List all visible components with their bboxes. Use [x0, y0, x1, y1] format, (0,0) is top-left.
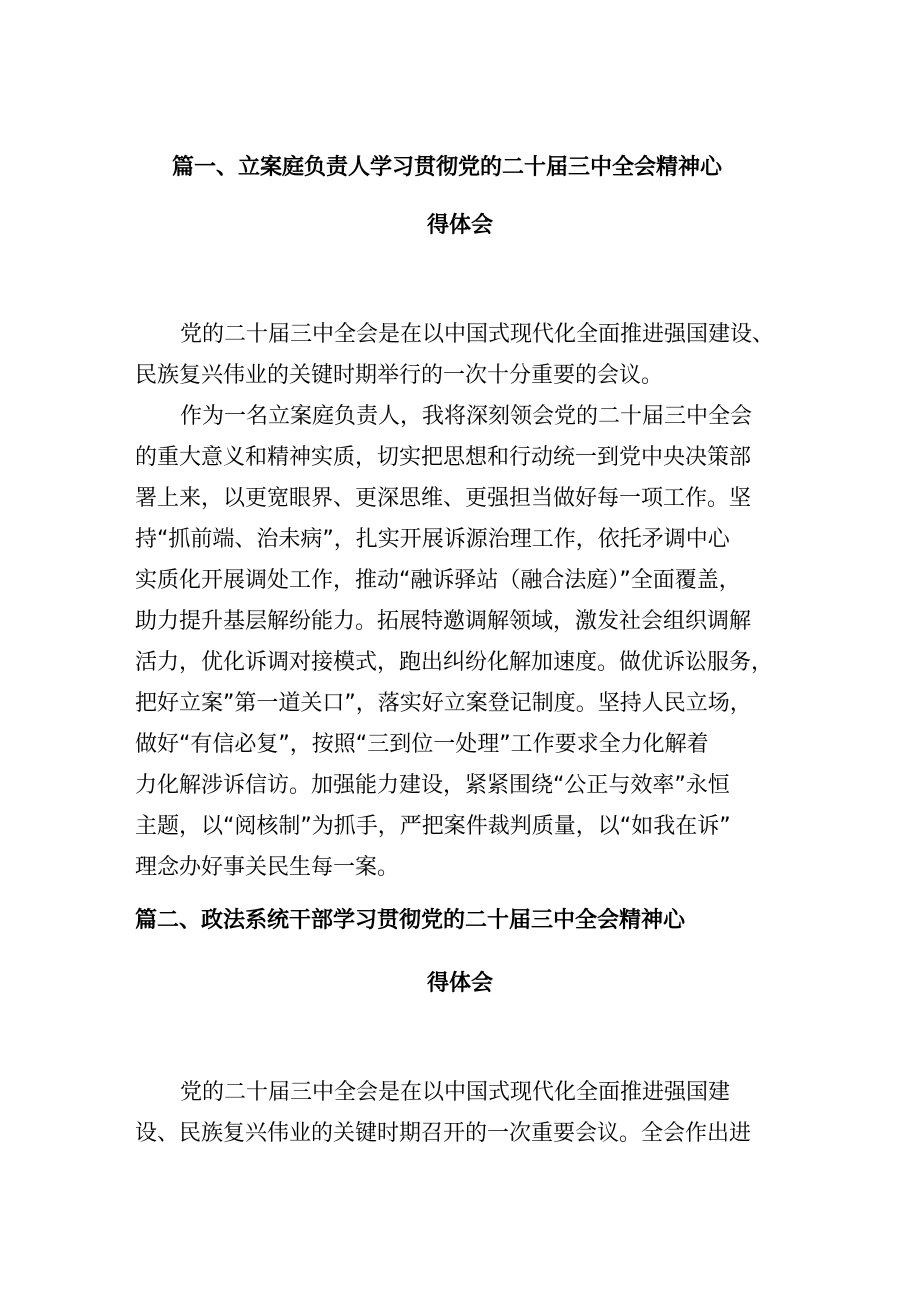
section1-p1-line1: 党的二十届三中全会是在以中国式现代化全面推进强国建设、: [180, 322, 775, 347]
section1-p2-line8: 把好立案”第一道关口”，落实好立案登记制度。坚持人民立场，: [135, 691, 752, 716]
section1-p2-line4: 持“抓前端、治未病”，扎实开展诉源治理工作，依托矛调中心: [135, 527, 730, 552]
section2-p1-line2: 设、民族复兴伟业的关键时期召开的一次重要会议。全会作出进: [135, 1121, 752, 1146]
section1-p2-line9: 做好“有信必复”，按照“三到位一处理”工作要求全力化解着: [135, 732, 709, 757]
section1-p2-line2: 的重大意义和精神实质，切实把思想和行动统一到党中央决策部: [135, 445, 752, 470]
section2-title-line2: 得体会: [427, 971, 494, 996]
section1-p2-line1: 作为一名立案庭负责人，我将深刻领会党的二十届三中全会: [180, 404, 753, 429]
section1-p1-line2: 民族复兴伟业的关键时期举行的一次十分重要的会议。: [135, 363, 664, 388]
section1-p2-line7: 活力，优化诉调对接模式，跑出纠纷化解加速度。做优诉讼服务，: [135, 650, 774, 675]
section1-p2-line3: 署上来，以更宽眼界、更深思维、更强担当做好每一项工作。坚: [135, 486, 752, 511]
section2-title-line1: 篇二、政法系统干部学习贯彻党的二十届三中全会精神心: [135, 908, 686, 933]
section1-p2-line5: 实质化开展调处工作，推动“融诉驿站（融合法庭）”全面覆盖，: [135, 568, 741, 593]
section1-title-line1: 篇一、立案庭负责人学习贯彻党的二十届三中全会精神心: [172, 155, 723, 180]
section1-p2-line10: 力化解涉诉信访。加强能力建设，紧紧围绕“公正与效率”永恒: [135, 773, 730, 798]
section1-title-line2: 得体会: [427, 213, 494, 238]
section2-p1-line1: 党的二十届三中全会是在以中国式现代化全面推进强国建: [180, 1080, 731, 1105]
section1-p2-line12: 理念办好事关民生每一案。: [135, 855, 400, 880]
section1-p2-line11: 主题，以“阅核制”为抓手，严把案件裁判质量，以“如我在诉”: [135, 814, 731, 839]
section1-p2-line6: 助力提升基层解纷能力。拓展特邀调解领域，激发社会组织调解: [135, 609, 752, 634]
